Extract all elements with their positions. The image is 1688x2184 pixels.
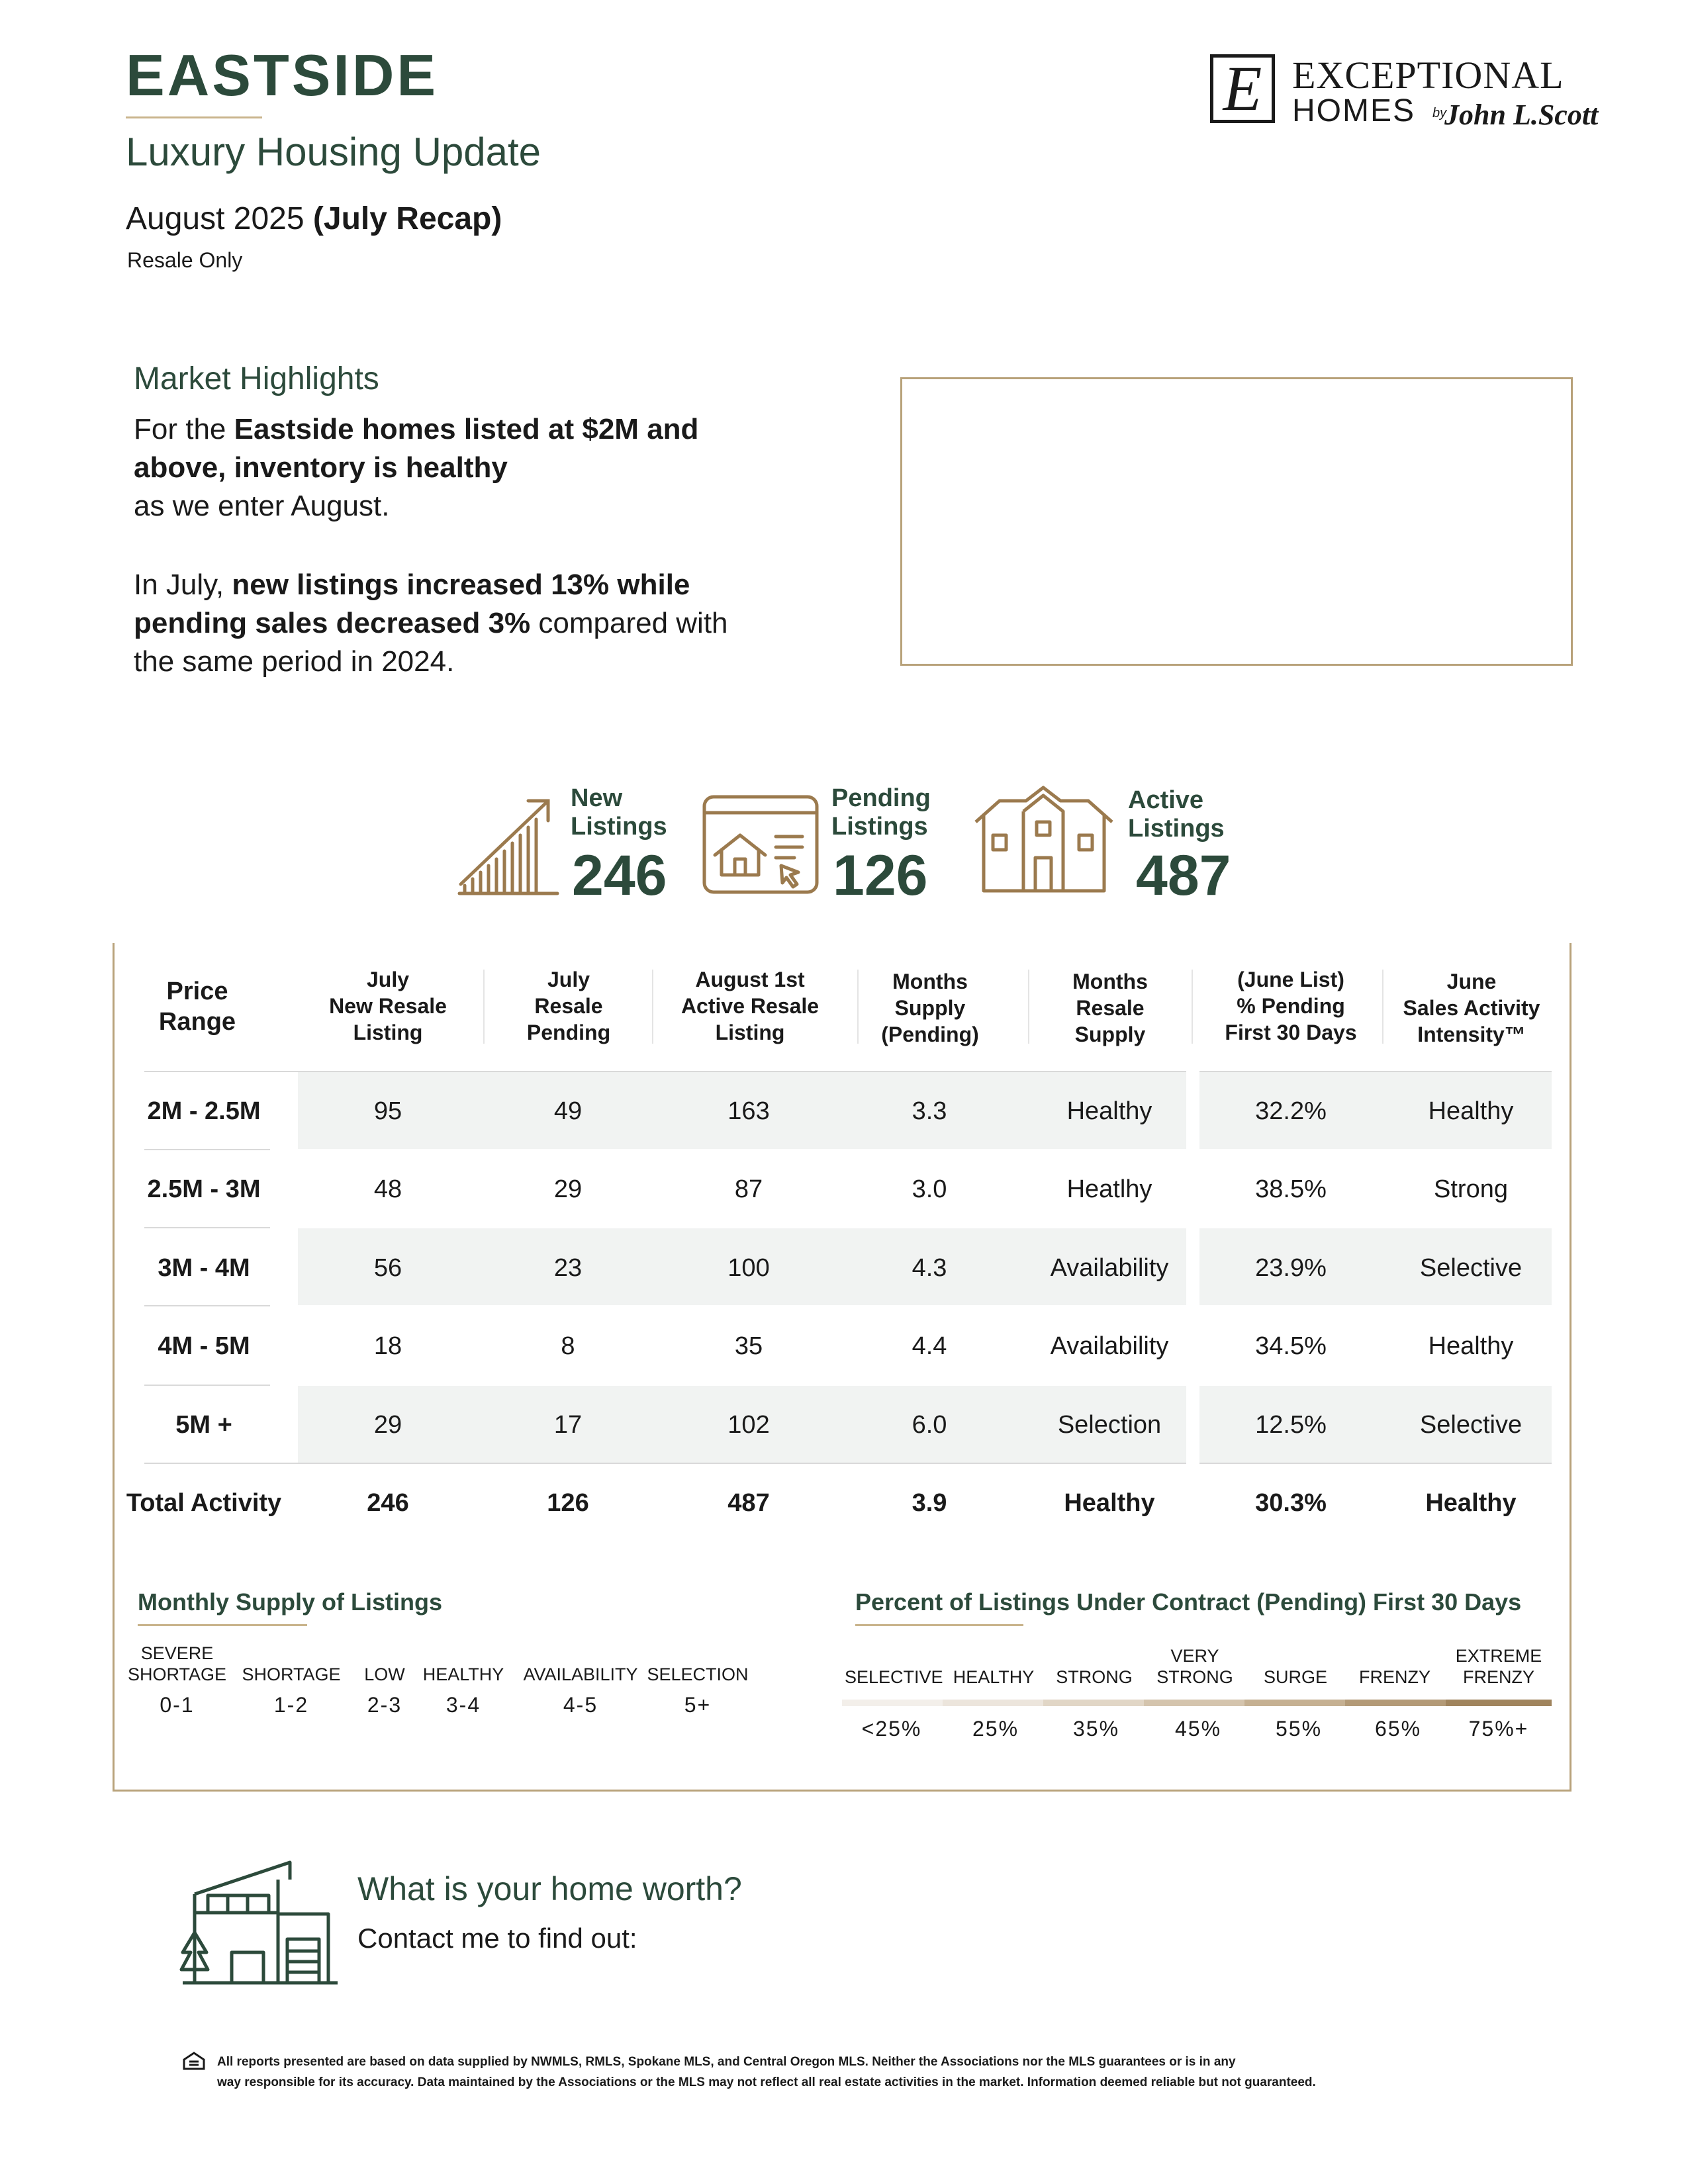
supply-item-label: SHORTAGE [242,1664,341,1684]
kpi-pending-label-2: Listings [831,813,928,841]
kpi-active-label-1: Active [1128,786,1204,814]
pending-item-label: HEALTHY [953,1667,1035,1687]
cell-resale-supply: Healthy [1066,1097,1152,1125]
th-sales-intensity-1: June [1446,970,1497,993]
th-months-resale-supply-2: Resale [1076,996,1145,1020]
th-pending-first-30-1: (June List) [1237,968,1344,991]
house-icon [973,785,1115,893]
row-rule [144,1463,1186,1464]
row-rule [1199,1071,1552,1072]
cta-contact: Contact me to find out: [357,1923,637,1954]
disclaimer-line-2: way responsible for its accuracy. Data maintained by the Associations or the MLS may not reflect all real estate activities in the market. Information deemed reliable but not guaranteed. [217,2075,1316,2089]
market-highlights-title: Market Highlights [134,361,379,396]
cell-months-supply: 3.0 [912,1175,947,1203]
cell-months-supply: 6.0 [912,1411,947,1439]
total-intensity: Healthy [1425,1489,1517,1517]
cell-resale-supply: Availability [1050,1332,1169,1360]
th-active-resale-2: Active Resale [680,994,820,1018]
cell-new-listing: 56 [373,1254,402,1282]
th-months-supply-pending-3: (Pending) [881,1023,979,1046]
pending-item-label: STRONG [1056,1667,1133,1687]
cell-pending: 17 [553,1411,583,1439]
total-label: Total Activity [126,1489,282,1517]
th-resale-pending-1: July [547,968,590,991]
supply-item-range: 0-1 [160,1693,195,1717]
cta-question: What is your home worth? [357,1870,742,1907]
pending-item-range: 55% [1275,1717,1323,1741]
th-pending-first-30 [1197,966,1385,1046]
brand-underline [126,116,262,118]
highlight-paragraph-1 [134,410,729,525]
pending-legend-title: Percent of Listings Under Contract (Pending) First 30 Days [855,1588,1522,1615]
pending-color-segment [943,1700,1043,1706]
kpi-new-value: 246 [572,844,667,907]
report-subtitle: Luxury Housing Update [126,130,541,174]
supply-item-label-2: SHORTAGE [127,1664,227,1684]
pending-color-segment [842,1700,943,1706]
modern-house-icon [179,1853,340,1985]
total-resale-supply: Healthy [1064,1489,1155,1517]
brand-title: EASTSIDE [126,42,439,108]
cell-months-supply: 4.3 [912,1254,947,1282]
pending-item-label-1: EXTREME [1455,1646,1542,1666]
online-listing-icon [702,794,820,895]
cell-intensity: Healthy [1428,1332,1514,1360]
pending-item-label-2: FRENZY [1463,1667,1534,1687]
period-month: August 2025 [126,201,305,236]
supply-item-label: SELECTION [647,1664,749,1684]
row-price-range: 4M - 5M [158,1332,250,1360]
supply-item-label-1: SEVERE [140,1643,214,1663]
pending-item-label: FRENZY [1359,1667,1430,1687]
pending-item-label: SELECTIVE [845,1667,943,1687]
supply-item-label [126,1643,228,1685]
pending-color-segment [1144,1700,1244,1706]
row-rule [144,1227,270,1228]
pending-item-label [1145,1645,1244,1688]
company-logo [1210,53,1599,131]
pending-color-segment [1446,1700,1552,1706]
cell-intensity: Strong [1434,1175,1508,1203]
period-recap: (July Recap) [312,201,502,236]
cell-new-listing: 29 [373,1411,402,1439]
kpi-active-label-2: Listings [1128,815,1225,842]
cell-months-supply: 4.4 [912,1332,947,1360]
th-sales-intensity-2: Sales Activity [1403,996,1540,1020]
total-active: 487 [727,1489,770,1517]
total-new-listing: 246 [367,1489,409,1517]
supply-item-label: LOW [364,1664,405,1684]
pending-item-range: 25% [972,1717,1019,1741]
row-rule [1199,1463,1552,1464]
disclaimer [217,2052,1528,2093]
th-months-supply-pending [858,968,1002,1048]
cell-intensity: Selective [1419,1254,1523,1282]
pending-item-range: 45% [1174,1717,1222,1741]
th-active-resale-1: August 1st [695,968,805,991]
cell-active: 87 [734,1175,763,1203]
cell-resale-supply: Heatlhy [1066,1175,1152,1203]
pending-item-range: 75%+ [1468,1717,1529,1741]
row-price-range: 2M - 2.5M [147,1097,261,1125]
cell-pending-30: 38.5% [1255,1175,1327,1203]
total-pending: 126 [547,1489,589,1517]
resale-note: Resale Only [127,248,243,272]
th-resale-pending [492,966,645,1046]
th-new-resale-2: New Resale [329,994,447,1018]
supply-item-range: 3-4 [445,1693,481,1717]
cell-active: 35 [734,1332,763,1360]
th-months-supply-pending-1: Months [892,970,968,993]
th-months-resale-supply [1038,968,1182,1048]
supply-item-range: 4-5 [563,1693,598,1717]
kpi-active-label [1128,786,1225,843]
total-months-supply: 3.9 [912,1489,947,1517]
p2-emphasis: new listings increased 13% while pending sales decreased 3% [134,569,690,639]
supply-item-range: 5+ [684,1693,712,1717]
cell-pending: 29 [553,1175,583,1203]
th-resale-pending-2: Resale [534,994,603,1018]
logo-line-1: EXCEPTIONAL [1292,54,1564,97]
pending-legend [841,1641,1553,1747]
cell-active: 100 [727,1254,770,1282]
total-pending-30: 30.3% [1255,1489,1327,1517]
p2-tail: compared with the same period in 2024. [134,607,728,678]
cell-pending: 23 [553,1254,583,1282]
pending-item-range: 35% [1072,1717,1120,1741]
logo-line-2: HOMES [1292,93,1416,128]
p2-lead: In July, [134,569,232,601]
cell-new-listing: 95 [373,1097,402,1125]
th-pending-first-30-2: % Pending [1237,994,1345,1018]
th-price-range-2: Range [158,1008,236,1036]
cell-pending-30: 23.9% [1255,1254,1327,1282]
pending-item-range: <25% [861,1717,922,1741]
cell-active: 102 [727,1411,770,1439]
cell-intensity: Healthy [1428,1097,1514,1125]
th-months-resale-supply-3: Supply [1074,1023,1146,1046]
highlight-paragraph-2 [134,566,729,681]
kpi-pending-label-1: Pending [831,784,931,812]
kpi-pending-label [831,784,931,841]
kpi-active-value: 487 [1136,844,1231,907]
supply-item-label: HEALTHY [422,1664,504,1684]
th-price-range [130,976,265,1037]
th-new-resale-1: July [366,968,410,991]
kpi-new-label-2: Listings [571,813,667,841]
pending-item-label-2: STRONG [1156,1667,1233,1687]
cell-new-listing: 48 [373,1175,402,1203]
p1-emphasis: Eastside homes listed at $2M and above, inventory is healthy [134,413,699,484]
logo-by: by [1432,106,1447,120]
th-months-supply-pending-2: Supply [894,996,966,1020]
th-months-resale-supply-1: Months [1072,970,1148,993]
pending-item-label [1446,1645,1552,1688]
supply-legend [126,1643,761,1722]
th-active-resale [661,966,839,1046]
supply-item-range: 1-2 [273,1693,309,1717]
cell-pending: 49 [553,1097,583,1125]
disclaimer-line-1: All reports presented are based on data supplied by NWMLS, RMLS, Spokane MLS, and Central Oregon MLS. Neither the Associations nor the MLS guarantees or is in any [217,2055,1236,2069]
th-active-resale-3: Listing [715,1021,785,1044]
logo-brokerage: John L.Scott [1444,99,1599,131]
cell-resale-supply: Availability [1050,1254,1169,1282]
th-resale-pending-3: Pending [526,1021,611,1044]
p1-tail: as we enter August. [134,490,390,522]
th-new-resale-3: Listing [353,1021,423,1044]
kpi-new-label [571,784,667,841]
supply-item-range: 2-3 [367,1693,402,1717]
supply-legend-title: Monthly Supply of Listings [138,1588,442,1615]
photo-placeholder [900,377,1573,666]
equal-housing-icon [183,2052,205,2070]
th-pending-first-30-3: First 30 Days [1225,1021,1357,1044]
cell-pending-30: 34.5% [1255,1332,1327,1360]
kpi-pending-value: 126 [833,844,928,907]
cell-pending-30: 12.5% [1255,1411,1327,1439]
header-divider [652,970,653,1044]
row-rule [144,1385,270,1386]
cell-resale-supply: Selection [1057,1411,1162,1439]
report-period [126,201,502,237]
row-rule [144,1149,270,1150]
supply-item-label: AVAILABILITY [523,1664,638,1684]
pending-item-label-1: VERY [1170,1646,1219,1666]
pending-color-segment [1244,1700,1345,1706]
p1-lead: For the [134,413,234,445]
row-price-range: 5M + [175,1411,232,1439]
pending-item-range: 65% [1374,1717,1422,1741]
cell-active: 163 [727,1097,770,1125]
row-price-range: 3M - 4M [158,1254,250,1282]
cell-pending-30: 32.2% [1255,1097,1327,1125]
row-rule [144,1305,270,1306]
pending-legend-rule [855,1624,1023,1626]
header-divider [1192,970,1193,1044]
logo-monogram: E [1223,53,1262,124]
th-sales-intensity [1383,968,1560,1048]
th-price-range-1: Price [166,978,228,1005]
th-new-resale [305,966,471,1046]
supply-legend-rule [138,1624,307,1626]
cell-new-listing: 18 [373,1332,402,1360]
pending-color-segment [1345,1700,1446,1706]
cell-pending: 8 [561,1332,575,1360]
growth-chart-icon [457,793,560,899]
cell-intensity: Selective [1419,1411,1523,1439]
row-rule [144,1071,1186,1072]
row-price-range: 2.5M - 3M [147,1175,261,1203]
header-divider [483,970,485,1044]
header-divider [1028,970,1029,1044]
pending-color-segment [1043,1700,1144,1706]
kpi-new-label-1: New [571,784,623,812]
cell-months-supply: 3.3 [912,1097,947,1125]
th-sales-intensity-3: Intensity™ [1417,1023,1526,1046]
pending-item-label: SURGE [1263,1667,1328,1687]
